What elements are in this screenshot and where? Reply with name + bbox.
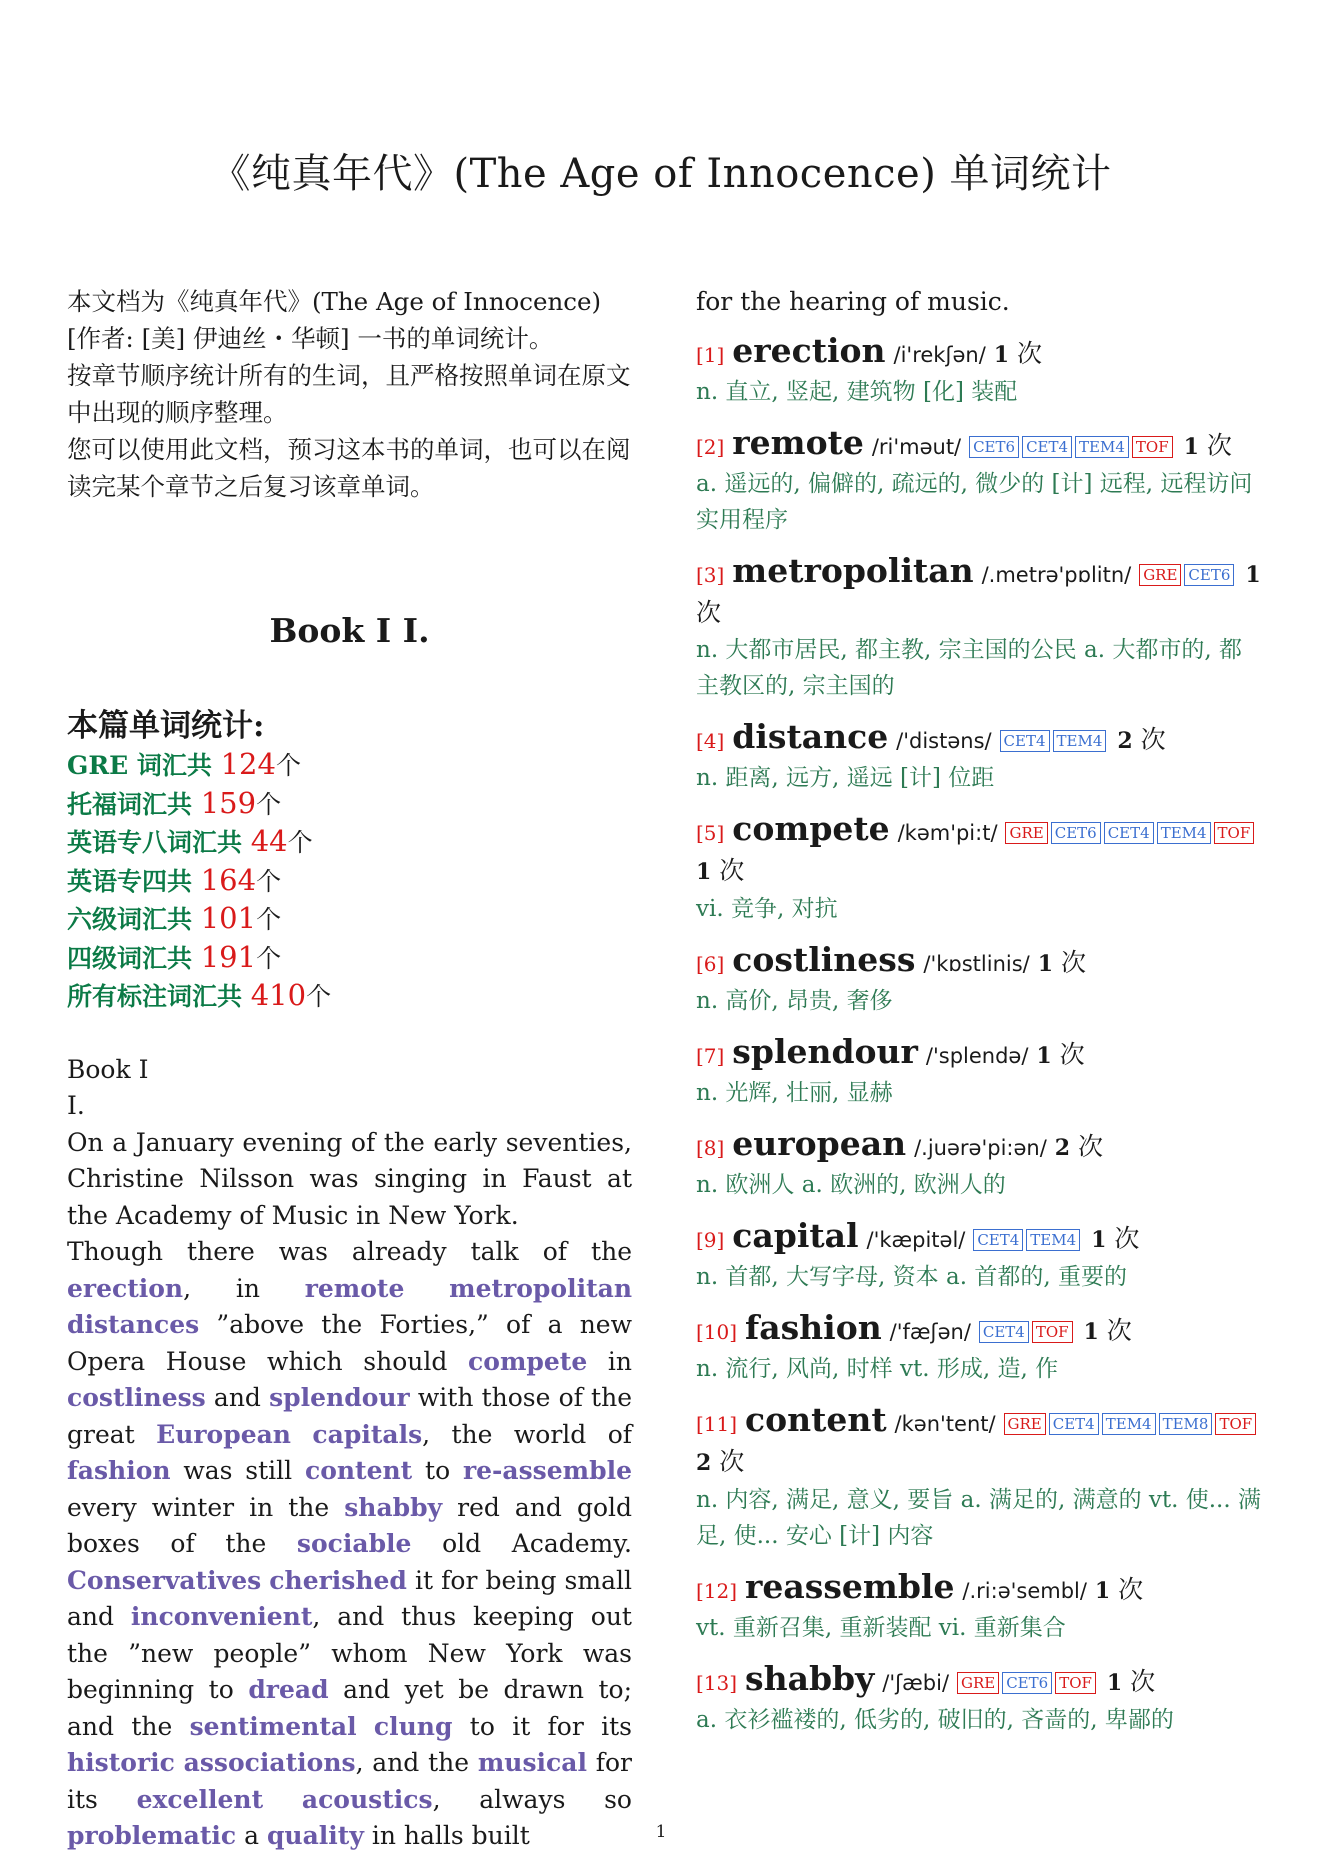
exam-tag: CET6 — [1051, 822, 1101, 844]
passage-book-label: Book I — [67, 1054, 149, 1084]
stat-label: 所有标注词汇共 — [67, 982, 251, 1011]
count-suffix: 次 — [1070, 1132, 1103, 1161]
highlighted-vocab-word: distances — [67, 1310, 200, 1339]
passage-text: every winter in the — [67, 1492, 345, 1522]
count-suffix: 次 — [1098, 1316, 1132, 1345]
vocab-index: [13] — [696, 1671, 738, 1695]
highlighted-vocab-word: metropolitan — [449, 1273, 632, 1303]
vocab-entry — [696, 1660, 1262, 1738]
highlighted-vocab-word: re-assemble — [462, 1456, 632, 1485]
highlighted-vocab-word: remote — [304, 1273, 405, 1303]
passage-text: a — [236, 1821, 267, 1850]
passage-text — [404, 1274, 449, 1303]
vocab-index: [1] — [696, 343, 725, 367]
exam-tag: CET4 — [1104, 822, 1154, 844]
passage-chapter-label: I. — [67, 1091, 85, 1120]
vocabulary-list — [696, 332, 1262, 1738]
stat-count: 124 — [220, 747, 276, 781]
count-suffix: 次 — [1009, 339, 1043, 368]
passage-text — [175, 1748, 184, 1777]
highlighted-vocab-word: inconvenient — [130, 1602, 313, 1631]
exam-tag: TEM8 — [1159, 1413, 1213, 1435]
vocab-definition: vi. 竞争, 对抗 — [696, 896, 838, 922]
stat-unit: 个 — [287, 828, 313, 857]
stat-line-tem8 — [67, 823, 632, 862]
stat-line-all — [67, 977, 632, 1016]
vocab-entry-header — [696, 1401, 1262, 1482]
stat-line-tem4 — [67, 862, 632, 901]
vocab-word: remote — [732, 423, 864, 462]
highlighted-vocab-word: sentimental — [189, 1711, 357, 1741]
vocab-entry-header — [696, 718, 1262, 760]
left-column — [67, 283, 632, 1855]
exam-tag: TEM4 — [1026, 1229, 1080, 1251]
vocab-word: distance — [732, 717, 889, 756]
exam-tag: CET6 — [1002, 1672, 1052, 1694]
vocab-word: compete — [732, 809, 890, 848]
highlighted-vocab-word: fashion — [67, 1456, 171, 1485]
exam-tag: TOF — [1032, 1321, 1073, 1343]
highlighted-vocab-word: dread — [248, 1675, 329, 1704]
highlighted-vocab-word: cherished — [269, 1565, 407, 1595]
stat-count: 44 — [250, 824, 288, 858]
vocab-index: [8] — [696, 1136, 725, 1160]
vocab-index: [5] — [696, 821, 725, 845]
vocab-entry-header — [696, 552, 1262, 632]
exam-tag: TOF — [1214, 822, 1255, 844]
vocab-entry-header — [696, 941, 1262, 983]
vocab-phonetic: /.metrə'pɒlitn/ — [981, 563, 1132, 587]
stat-label: 四级词汇共 — [67, 943, 201, 973]
passage-text: was still — [170, 1456, 305, 1485]
passage-text: Though there was already talk of the — [67, 1237, 632, 1266]
highlighted-vocab-word: sociable — [296, 1529, 412, 1558]
vocab-entry — [696, 332, 1262, 410]
vocab-count: 1 — [993, 342, 1010, 368]
passage-text — [357, 1712, 374, 1741]
passage-text: and yet be drawn to; and the — [67, 1675, 632, 1741]
vocab-count: 2 — [1054, 1135, 1071, 1161]
highlighted-vocab-word: quality — [266, 1821, 364, 1850]
exam-tag: CET6 — [1184, 564, 1234, 586]
highlighted-vocab-word: excellent — [136, 1784, 264, 1814]
exam-tag: GRE — [1005, 822, 1047, 844]
exam-tag: TEM4 — [1053, 730, 1107, 752]
passage-text: it for being small and — [67, 1565, 632, 1631]
exam-tag: TEM4 — [1157, 822, 1211, 844]
highlighted-vocab-word: erection — [67, 1273, 184, 1303]
vocab-definition: n. 欧洲人 a. 欧洲的, 欧洲人的 — [696, 1172, 1006, 1198]
vocab-entry-header — [696, 424, 1262, 466]
vocab-word: erection — [732, 331, 886, 370]
vocab-definition: n. 首都, 大写字母, 资本 a. 首都的, 重要的 — [696, 1264, 1127, 1290]
vocab-phonetic: /kəm'pi:t/ — [897, 821, 998, 845]
vocab-count: 2 — [1117, 728, 1133, 754]
stat-unit: 个 — [256, 905, 282, 934]
stat-line-toefl — [67, 785, 632, 824]
count-suffix: 次 — [1122, 1667, 1156, 1696]
exam-tag: CET4 — [979, 1321, 1029, 1343]
vocab-index: [4] — [696, 729, 725, 753]
stat-label: 六级词汇共 — [67, 905, 201, 934]
highlighted-vocab-word: clung — [373, 1711, 453, 1741]
highlighted-vocab-word: European — [156, 1419, 291, 1449]
count-suffix: 次 — [1110, 1575, 1144, 1604]
vocab-definition: a. 遥远的, 偏僻的, 疏远的, 微少的 [计] 远程, 远程访问实用程序 — [696, 471, 1253, 533]
vocab-entry — [696, 1568, 1262, 1646]
vocab-index: [7] — [696, 1044, 725, 1068]
exam-tag: TOF — [1215, 1413, 1256, 1435]
count-suffix: 次 — [1132, 725, 1166, 754]
passage-text: old Academy. — [411, 1529, 632, 1558]
vocab-word: splendour — [732, 1032, 918, 1071]
count-suffix: 次 — [1198, 431, 1232, 460]
passage-continuation: for the hearing of music. — [696, 287, 1010, 316]
passage-text: and — [205, 1383, 270, 1412]
vocab-index: [3] — [696, 563, 725, 587]
exam-tag: CET6 — [969, 436, 1019, 458]
vocab-definition: a. 衣衫褴褛的, 低劣的, 破旧的, 吝啬的, 卑鄙的 — [696, 1707, 1174, 1733]
vocab-entry — [696, 718, 1262, 796]
vocab-phonetic: /kən'tent/ — [894, 1412, 996, 1436]
vocab-entry — [696, 1401, 1262, 1554]
vocab-entry-header — [696, 1309, 1262, 1351]
intro-block — [67, 283, 632, 505]
highlighted-vocab-word: capitals — [312, 1419, 423, 1449]
count-suffix: 次 — [1106, 1224, 1140, 1253]
highlighted-vocab-word: shabby — [344, 1492, 443, 1522]
stat-unit: 个 — [275, 751, 301, 780]
stat-label: 英语专四共 — [67, 866, 201, 896]
highlighted-vocab-word: costliness — [67, 1383, 206, 1412]
vocab-phonetic: /'splendə/ — [925, 1044, 1029, 1068]
highlighted-vocab-word: compete — [468, 1346, 588, 1376]
page-number: 1 — [655, 1822, 667, 1842]
intro-line: 本文档为《纯真年代》(The Age of Innocence)[作者: [美] 伊迪丝・华顿] 一书的单词统计。 — [67, 287, 601, 353]
vocab-phonetic: /.juərə'pi:ən/ — [914, 1136, 1047, 1160]
exam-tag: GRE — [1139, 564, 1181, 586]
vocab-index: [10] — [696, 1320, 738, 1344]
vocab-phonetic: /'ʃæbi/ — [882, 1671, 950, 1695]
highlighted-vocab-word: musical — [477, 1748, 587, 1777]
stat-count: 164 — [200, 862, 257, 897]
passage-text: with those of the great — [67, 1383, 632, 1449]
vocab-definition: n. 大都市居民, 都主教, 宗主国的公民 a. 大都市的, 都主教区的, 宗主国的 — [696, 637, 1242, 699]
highlighted-vocab-word: historic — [67, 1748, 175, 1777]
exam-tag: TOF — [1132, 436, 1173, 458]
vocab-count: 1 — [1094, 1578, 1111, 1604]
stat-unit: 个 — [256, 789, 282, 819]
highlighted-vocab-word: content — [304, 1456, 413, 1485]
stat-count: 159 — [200, 785, 257, 820]
count-suffix: 次 — [711, 856, 745, 885]
stat-count: 410 — [250, 978, 307, 1012]
vocab-phonetic: /.ri:ə'sembl/ — [962, 1579, 1087, 1603]
book-heading: Book I I. — [269, 611, 430, 650]
exam-tag: CET4 — [1000, 730, 1050, 752]
passage-text — [263, 1785, 302, 1814]
highlighted-vocab-word: Conservatives — [67, 1565, 262, 1595]
vocab-count: 1 — [1183, 434, 1199, 460]
passage-text: red and gold boxes of the — [67, 1492, 632, 1558]
passage-paragraph-annotated — [67, 1234, 632, 1855]
vocab-count: 1 — [1083, 1319, 1099, 1345]
passage-text: , the world of — [422, 1419, 633, 1449]
exam-tag: TOF — [1055, 1672, 1096, 1694]
exam-tag: CET4 — [973, 1229, 1023, 1251]
vocab-count: 1 — [1106, 1670, 1123, 1696]
intro-line: 按章节顺序统计所有的生词，且严格按照单词在原文中出现的顺序整理。 — [67, 361, 631, 427]
vocab-phonetic: /'fæʃən/ — [889, 1320, 971, 1344]
vocab-definition: n. 高价, 昂贵, 奢侈 — [696, 988, 893, 1014]
vocab-entry-header — [696, 1568, 1262, 1610]
count-suffix: 次 — [696, 598, 722, 627]
document-title: 《纯真年代》(The Age of Innocence) 单词统计 — [210, 151, 1112, 197]
vocab-word: capital — [732, 1216, 859, 1255]
stat-label: 英语专八词汇共 — [67, 828, 251, 857]
vocab-entry — [696, 810, 1262, 927]
stats-list — [67, 746, 632, 1016]
vocab-count: 1 — [1091, 1227, 1107, 1253]
vocab-word: shabby — [745, 1659, 875, 1698]
passage-text: in — [587, 1346, 633, 1376]
vocab-definition: n. 流行, 风尚, 时样 vt. 形成, 造, 作 — [696, 1356, 1059, 1382]
stat-count: 191 — [200, 939, 257, 974]
highlighted-vocab-word: associations — [183, 1748, 356, 1777]
exam-tag: CET4 — [1049, 1413, 1099, 1435]
vocab-phonetic: /'kæpitəl/ — [866, 1228, 966, 1252]
passage-text: , and the — [355, 1748, 478, 1777]
passage-text — [291, 1420, 312, 1449]
stat-count: 101 — [200, 901, 257, 935]
count-suffix: 次 — [1051, 1040, 1085, 1069]
vocab-index: [11] — [696, 1412, 738, 1436]
vocab-entry — [696, 424, 1262, 538]
vocab-definition: n. 距离, 远方, 遥远 [计] 位距 — [696, 765, 995, 791]
exam-tag: GRE — [1004, 1413, 1046, 1435]
vocab-count: 1 — [1037, 951, 1054, 977]
passage-text: ”above the Forties,” of a new Opera House which should — [67, 1310, 632, 1376]
passage-text: to — [412, 1456, 463, 1485]
vocab-entry — [696, 1309, 1262, 1387]
exam-tag: CET4 — [1022, 436, 1072, 458]
passage-text: in halls built — [363, 1821, 530, 1850]
stat-line-cet6 — [67, 900, 632, 939]
vocab-word: reassemble — [745, 1567, 955, 1606]
passage-text: for its — [67, 1748, 632, 1814]
vocab-count: 1 — [696, 859, 712, 885]
passage-text: , and thus keeping out the ”new people” whom New York was beginning to — [67, 1602, 632, 1704]
vocab-phonetic: /'distəns/ — [896, 729, 992, 753]
stat-line-gre — [67, 746, 632, 785]
highlighted-vocab-word: splendour — [269, 1383, 410, 1412]
vocab-entry-header — [696, 810, 1262, 891]
vocab-definition: n. 内容, 满足, 意义, 要旨 a. 满足的, 满意的 vt. 使... 满足, 使... 安心 [计] 内容 — [696, 1487, 1261, 1549]
stat-unit: 个 — [256, 866, 282, 896]
vocab-phonetic: /ri'məut/ — [871, 435, 962, 459]
vocab-entry-header — [696, 1217, 1262, 1259]
passage-text: to it for its — [452, 1711, 632, 1741]
right-column — [696, 283, 1262, 1752]
stat-label: 托福词汇共 — [67, 789, 201, 819]
stat-label: GRE 词汇共 — [67, 751, 221, 780]
vocab-index: [9] — [696, 1228, 725, 1252]
vocab-phonetic: /i'rekʃən/ — [893, 343, 986, 367]
passage-text: , always so — [432, 1784, 632, 1814]
vocab-word: content — [745, 1400, 887, 1439]
count-suffix: 次 — [1053, 948, 1086, 977]
vocab-entry-header — [696, 332, 1262, 374]
stat-unit: 个 — [256, 943, 282, 973]
vocab-entry — [696, 552, 1262, 704]
count-suffix: 次 — [711, 1447, 745, 1476]
vocab-count: 2 — [696, 1450, 712, 1476]
vocab-entry — [696, 1033, 1262, 1111]
vocab-entry-header — [696, 1033, 1262, 1075]
stat-line-cet4 — [67, 939, 632, 978]
vocab-count: 1 — [1245, 562, 1261, 588]
vocab-word: fashion — [745, 1308, 882, 1347]
vocab-entry — [696, 1217, 1262, 1295]
vocab-index: [12] — [696, 1579, 738, 1603]
vocab-word: metropolitan — [732, 551, 974, 590]
passage-text: , in — [183, 1273, 305, 1303]
vocab-definition: n. 光辉, 壮丽, 显赫 — [696, 1080, 893, 1106]
vocab-entry — [696, 1125, 1262, 1203]
stats-title: 本篇单词统计: — [67, 708, 265, 744]
passage-paragraph: On a January evening of the early seventies, Christine Nilsson was singing in Faust at the Academy of Music in New York. — [67, 1127, 632, 1230]
highlighted-vocab-word: problematic — [67, 1821, 237, 1850]
exam-tag: TEM4 — [1102, 1413, 1156, 1435]
vocab-word: european — [732, 1124, 907, 1163]
vocab-index: [2] — [696, 435, 725, 459]
exam-tag: GRE — [957, 1672, 999, 1694]
vocab-definition: vt. 重新召集, 重新装配 vi. 重新集合 — [696, 1615, 1066, 1641]
vocab-phonetic: /'kɒstlinis/ — [923, 952, 1030, 976]
vocab-word: costliness — [732, 940, 916, 979]
vocab-entry — [696, 941, 1262, 1019]
exam-tag: TEM4 — [1075, 436, 1129, 458]
vocab-index: [6] — [696, 952, 725, 976]
stat-unit: 个 — [306, 982, 332, 1011]
vocab-entry-header — [696, 1660, 1262, 1702]
vocab-count: 1 — [1036, 1043, 1052, 1069]
vocab-entry-header — [696, 1125, 1262, 1167]
intro-line: 您可以使用此文档，预习这本书的单词，也可以在阅读完某个章节之后复习该章单词。 — [67, 435, 631, 501]
vocab-definition: n. 直立, 竖起, 建筑物 [化] 装配 — [696, 379, 1018, 405]
highlighted-vocab-word: acoustics — [301, 1784, 433, 1814]
